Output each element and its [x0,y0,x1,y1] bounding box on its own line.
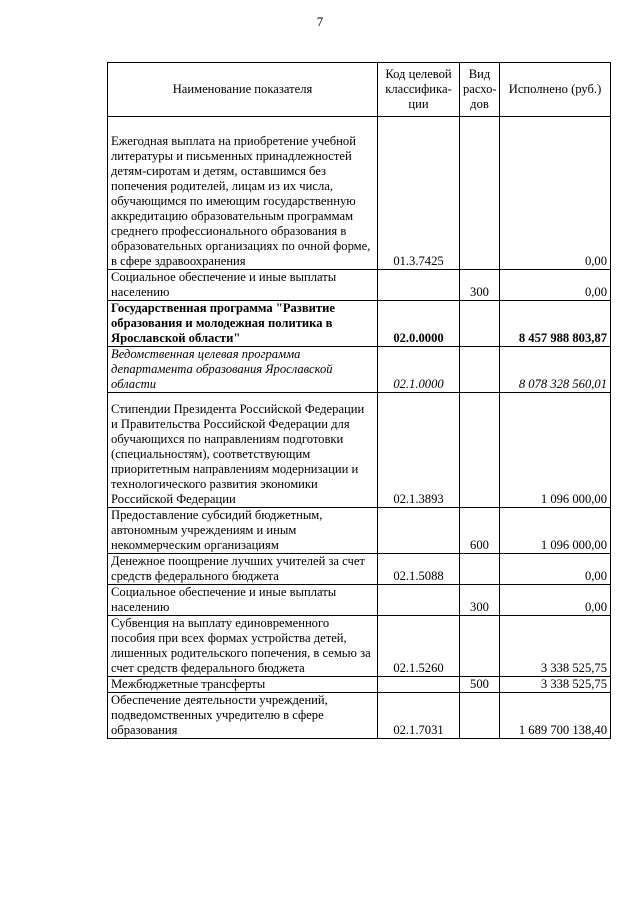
row-amount-cell: 1 096 000,00 [500,393,611,508]
row-amount-cell: 3 338 525,75 [500,616,611,677]
row-code-cell [378,270,460,301]
row-code-cell: 02.1.5088 [378,554,460,585]
row-amount-cell: 0,00 [500,270,611,301]
row-kind-cell: 600 [460,508,500,554]
row-name-cell: Межбюджетные трансферты [108,677,378,693]
row-kind-cell: 300 [460,585,500,616]
row-name-cell: Предоставление субсидий бюджетным, автономным учреждениям и иным некоммерческим организациям [108,508,378,554]
row-code-cell [378,585,460,616]
header-code: Код целевой классифика-ции [378,63,460,117]
row-kind-cell [460,301,500,347]
row-code-cell: 01.3.7425 [378,117,460,270]
header-kind: Вид расхо-дов [460,63,500,117]
row-kind-cell: 500 [460,677,500,693]
row-amount-cell: 8 457 988 803,87 [500,301,611,347]
row-amount-cell: 0,00 [500,117,611,270]
row-kind-cell [460,693,500,739]
row-code-cell: 02.1.3893 [378,393,460,508]
row-code-cell: 02.1.7031 [378,693,460,739]
row-name-cell: Денежное поощрение лучших учителей за счет средств федерального бюджета [108,554,378,585]
row-code-cell [378,508,460,554]
page-number: 7 [316,14,324,29]
row-kind-cell [460,393,500,508]
row-kind-cell [460,117,500,270]
table-row [108,508,611,554]
row-name-cell: Ведомственная целевая программа департамента образования Ярославской области [108,347,378,393]
table-row [108,393,611,508]
row-amount-cell: 0,00 [500,585,611,616]
row-amount-cell: 0,00 [500,554,611,585]
table-row [108,301,611,347]
row-kind-cell: 300 [460,270,500,301]
row-code-cell [378,677,460,693]
row-name-cell: Обеспечение деятельности учреждений, подведомственных учредителю в сфере образования [108,693,378,739]
row-name-cell: Стипендии Президента Российской Федерации и Правительства Российской Федерации для обучающихся по направлениям подготовки (специальностям), соответствующим приоритетным направлениям модернизации и технологического развития экономики Российской Федерации [108,393,378,508]
table-row [108,554,611,585]
row-kind-cell [460,347,500,393]
table-row [108,117,611,270]
header-amount: Исполнено (руб.) [500,63,611,117]
table-row [108,347,611,393]
table-row [108,693,611,739]
row-name-cell: Ежегодная выплата на приобретение учебной литературы и письменных принадлежностей детям-сиротам и детям, оставшимся без попечения родителей, лицам из их числа, обучающимся по имеющим государственную аккредитацию образовательным программам среднего профессионального образования в образовательных организациях по очной форме, в сфере здравоохранения [108,117,378,270]
table-row [108,585,611,616]
row-code-cell: 02.1.0000 [378,347,460,393]
row-name-cell: Социальное обеспечение и иные выплаты населению [108,270,378,301]
row-kind-cell [460,616,500,677]
row-amount-cell: 1 096 000,00 [500,508,611,554]
expenditure-table [107,62,611,739]
table-header-row [108,63,611,117]
table-row [108,677,611,693]
row-name-cell: Субвенция на выплату единовременного пособия при всех формах устройства детей, лишенных родительского попечения, в семью за счет средств федерального бюджета [108,616,378,677]
row-amount-cell: 8 078 328 560,01 [500,347,611,393]
header-name: Наименование показателя [108,63,378,117]
table-row [108,616,611,677]
row-kind-cell [460,554,500,585]
row-amount-cell: 3 338 525,75 [500,677,611,693]
table-row [108,270,611,301]
row-amount-cell: 1 689 700 138,40 [500,693,611,739]
row-name-cell: Социальное обеспечение и иные выплаты населению [108,585,378,616]
table-body [108,117,611,739]
row-name-cell: Государственная программа "Развитие образования и молодежная политика в Ярославской области" [108,301,378,347]
row-code-cell: 02.0.0000 [378,301,460,347]
row-code-cell: 02.1.5260 [378,616,460,677]
